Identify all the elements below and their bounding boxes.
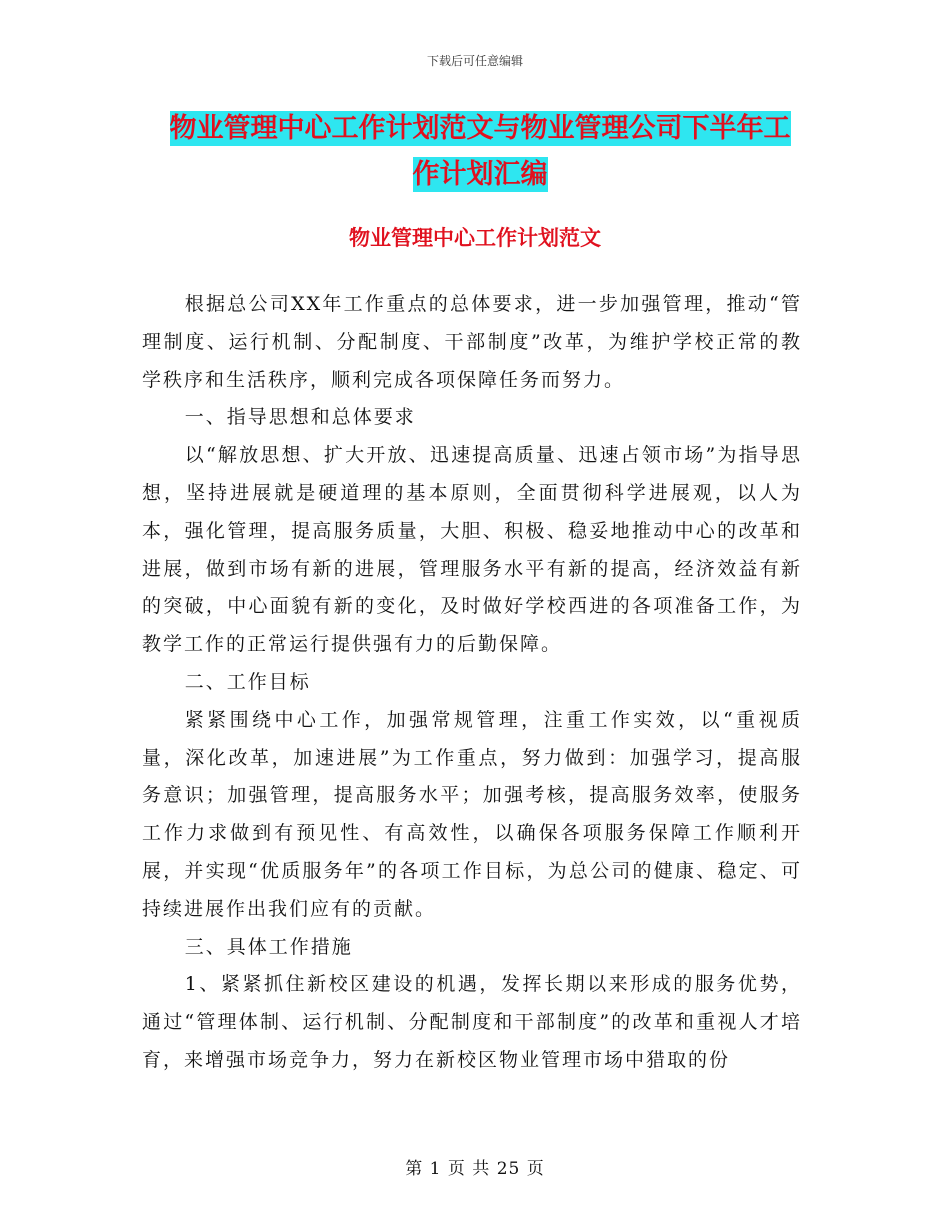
paragraph-guiding-ideology: 以“解放思想、扩大开放、迅速提高质量、迅速占领市场”为指导思想，坚持进展就是硬道理的基本原则，全面贯彻科学进展观，以人为本，强化管理，提高服务质量，大胆、积极、稳妥地推动中心的改革和进展，做到市场有新的进展，管理服务水平有新的提高，经济效益有新的突破，中心面貌有新的变化，及时做好学校西进的各项准备工作，为教学工作的正常运行提供强有力的后勤保障。 xyxy=(142,444,802,656)
document-body xyxy=(142,286,802,1080)
heading-guiding-ideology: 一、指导思想和总体要求 xyxy=(184,406,416,429)
page-number: 第 1 页 共 25 页 xyxy=(405,1159,545,1179)
heading-work-goals: 二、工作目标 xyxy=(184,670,311,693)
document-title-line-1: 物业管理中心工作计划范文与物业管理公司下半年工 xyxy=(169,113,791,144)
section-title: 物业管理中心工作计划范文 xyxy=(349,226,601,250)
paragraph-work-goals: 紧紧围绕中心工作，加强常规管理，注重工作实效，以“重视质量，深化改革，加速进展”为工作重点，努力做到：加强学习，提高服务意识；加强管理，提高服务水平；加强考核，提高服务效率，使服务工作力求做到有预见性、有高效性，以确保各项服务保障工作顺利开展，并实现“优质服务年”的各项工作目标，为总公司的健康、稳定、可持续进展作出我们应有的贡献。 xyxy=(142,708,802,920)
document-title xyxy=(140,106,820,198)
document-title-line-2: 作计划汇编 xyxy=(412,159,548,190)
page-header-note: 下载后可任意编辑 xyxy=(426,54,523,68)
heading-specific-measures: 三、具体工作措施 xyxy=(184,935,353,958)
paragraph-intro: 根据总公司XX年工作重点的总体要求，进一步加强管理，推动“管理制度、运行机制、分配制度、干部制度”改革，为维护学校正常的教学秩序和生活秩序，顺利完成各项保障任务而努力。 xyxy=(142,293,802,391)
paragraph-measure-1: 1、紧紧抓住新校区建设的机遇，发挥长期以来形成的服务优势，通过“管理体制、运行机制、分配制度和干部制度”的改革和重视人才培育，来增强市场竞争力，努力在新校区物业管理市场中猎取的份 xyxy=(142,973,802,1071)
